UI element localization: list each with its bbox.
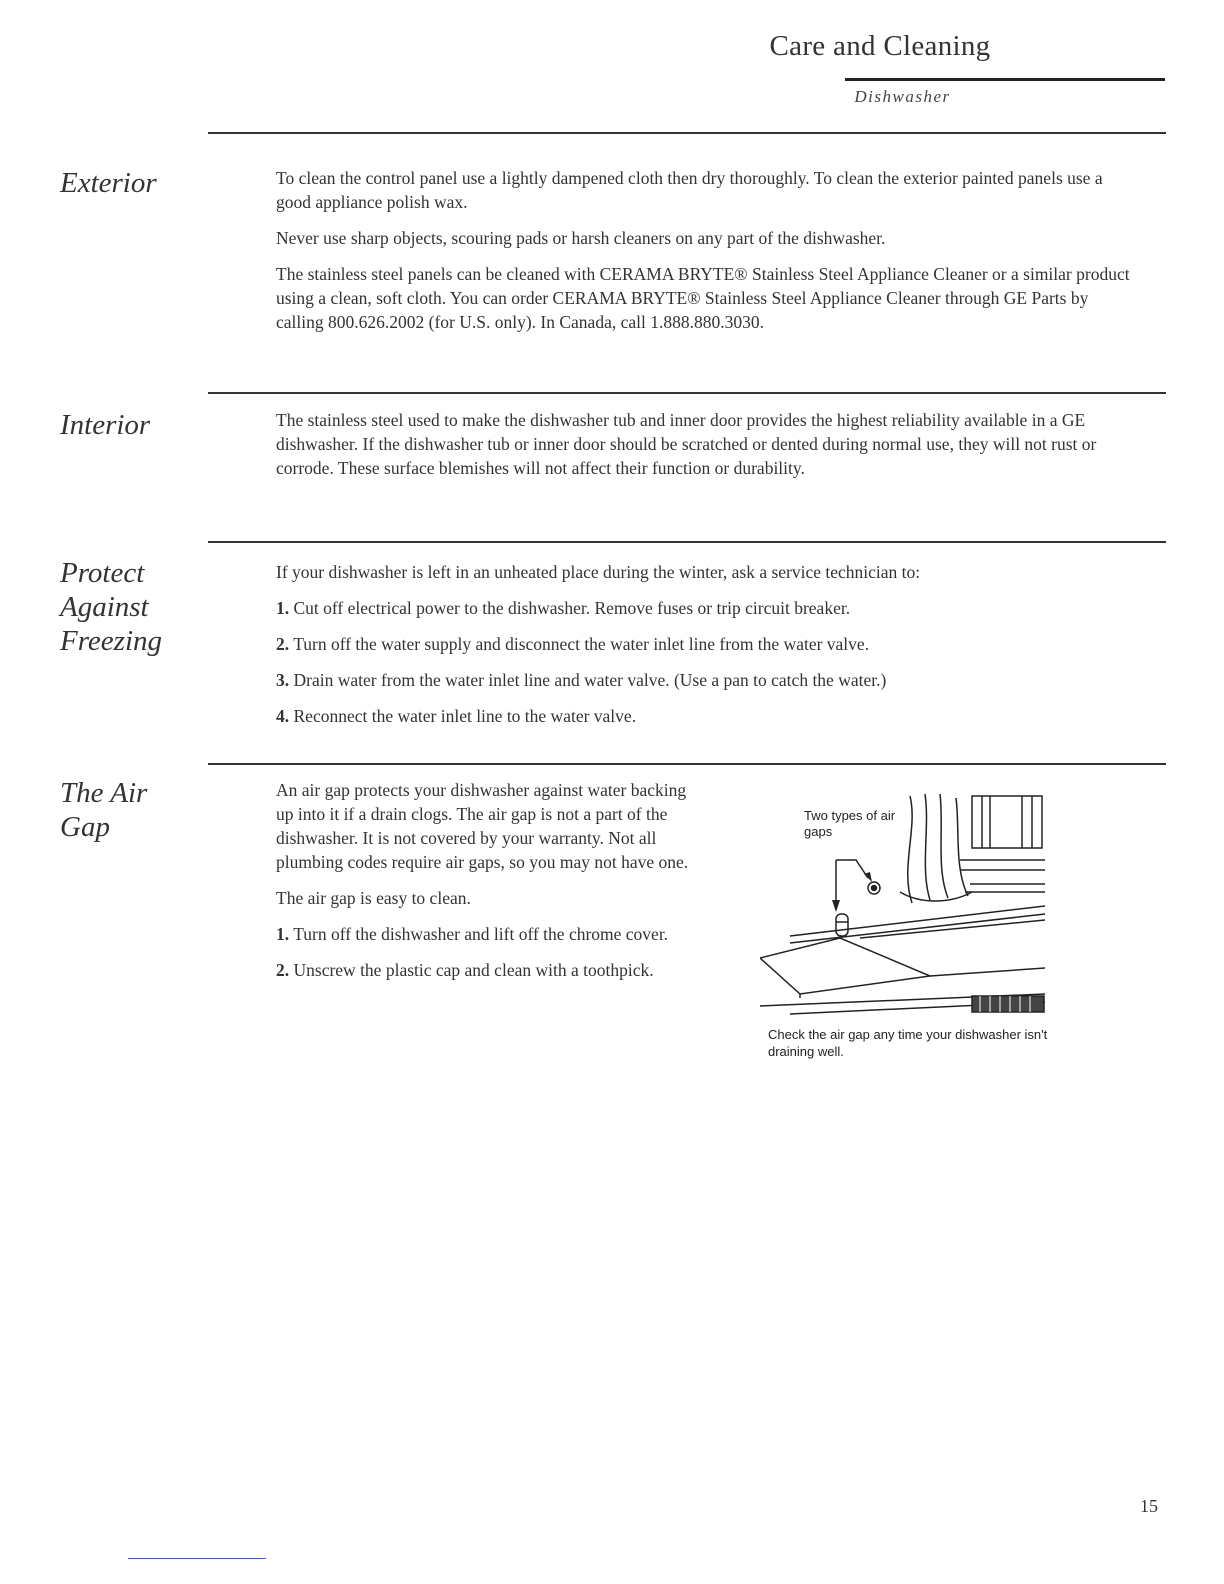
step-text: Unscrew the plastic cap and clean with a toothpick. (293, 960, 654, 980)
freezing-heading-line: Against (60, 591, 149, 623)
exterior-heading (60, 166, 210, 200)
exterior-paragraph: To clean the control panel use a lightly dampened cloth then dry thoroughly. To clean the exterior painted panels use a good appliance polish wax. (276, 168, 1103, 212)
freezing-heading (60, 556, 210, 658)
step-number: 3. (276, 670, 290, 690)
exterior-paragraph: Never use sharp objects, scouring pads or harsh cleaners on any part of the dishwasher. (276, 228, 886, 248)
freezing-step (276, 632, 1136, 656)
step-text: Reconnect the water inlet line to the water valve. (293, 706, 637, 726)
airgap-body (276, 778, 706, 994)
figure-label: Two types of air gaps (804, 808, 896, 839)
exterior-heading-line: Exterior (60, 167, 157, 199)
freezing-intro: If your dishwasher is left in an unheated place during the winter, ask a service technician to: (276, 562, 921, 582)
section-divider-interior (208, 392, 1166, 394)
page-title: Care and Cleaning (769, 30, 991, 62)
page-number: 15 (1140, 1496, 1158, 1516)
step-text: Turn off the dishwasher and lift off the chrome cover. (293, 924, 669, 944)
freezing-heading-line: Protect (60, 557, 145, 589)
airgap-heading-line: Gap (60, 811, 110, 843)
step-text: Cut off electrical power to the dishwasher. Remove fuses or trip circuit breaker. (293, 598, 851, 618)
exterior-body (276, 166, 1136, 346)
section-divider-freezing (208, 541, 1166, 543)
air-gap-illustration (760, 788, 1050, 1078)
airgap-paragraph: An air gap protects your dishwasher against water backing up into it if a drain clogs. The air gap is not a part of the dishwasher. It is not covered by your warranty. Not all plumbing codes require air gaps, so you may not have one. (276, 780, 689, 872)
airgap-heading (60, 776, 210, 844)
step-number: 1. (276, 924, 290, 944)
figure-caption: Check the air gap any time your dishwasher isn't draining well. (768, 1027, 1048, 1059)
header-divider (845, 78, 1165, 81)
interior-paragraph: The stainless steel used to make the dishwasher tub and inner door provides the highest reliability available in a GE dishwasher. If the dishwasher tub or inner door should be scratched or dented during normal use, they will not rust or corrode. These surface blemishes will not affect their function or durability. (276, 410, 1097, 478)
freezing-heading-line: Freezing (60, 625, 163, 657)
page-subtitle: Dishwasher (854, 87, 951, 106)
exterior-paragraph: The stainless steel panels can be cleaned with CERAMA BRYTE® Stainless Steel Appliance Cleaner or a similar product using a clean, soft cloth. You can order CERAMA BRYTE® Stainless Steel Appliance Cleaner through GE Parts by calling 800.626.2002 (for U.S. only). In Canada, call 1.888.880.3030. (276, 264, 1130, 332)
section-divider-exterior (208, 132, 1166, 134)
airgap-step (276, 958, 706, 982)
airgap-paragraph: The air gap is easy to clean. (276, 888, 471, 908)
step-number: 4. (276, 706, 290, 726)
freezing-step (276, 596, 1136, 620)
airgap-step (276, 922, 706, 946)
freezing-body (276, 560, 1136, 740)
step-number: 1. (276, 598, 290, 618)
step-number: 2. (276, 634, 290, 654)
interior-heading-line: Interior (60, 409, 151, 441)
interior-body (276, 408, 1136, 492)
footer-line (128, 1558, 266, 1559)
step-text: Turn off the water supply and disconnect the water inlet line from the water valve. (293, 634, 870, 654)
airgap-heading-line: The Air (60, 777, 148, 809)
step-number: 2. (276, 960, 290, 980)
freezing-step (276, 668, 1136, 692)
freezing-step (276, 704, 1136, 728)
step-text: Drain water from the water inlet line and water valve. (Use a pan to catch the water.) (293, 670, 887, 690)
interior-heading (60, 408, 210, 442)
section-divider-airgap (208, 763, 1166, 765)
